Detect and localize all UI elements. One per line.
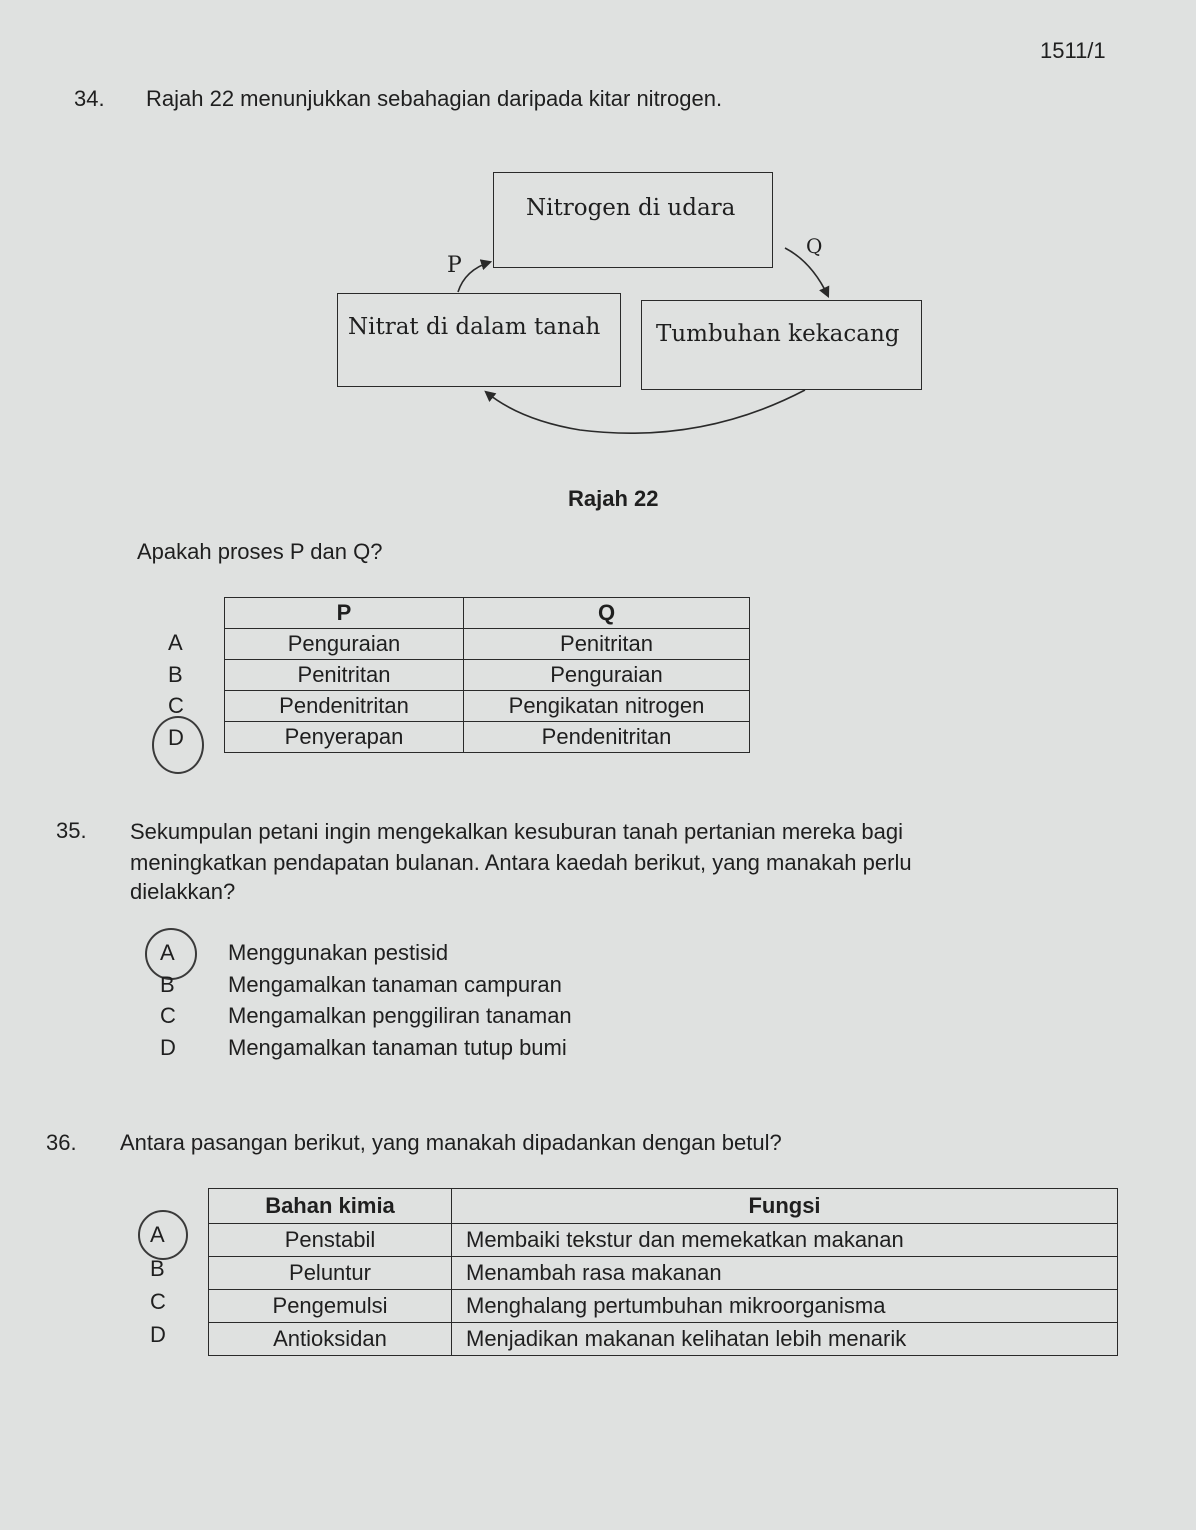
q35-line3: dielakkan? xyxy=(130,879,236,904)
arrow-p xyxy=(458,262,490,292)
diagram-caption: Rajah 22 xyxy=(568,486,659,511)
table-row xyxy=(225,691,750,722)
q36-table xyxy=(208,1188,1118,1356)
q34-cell-b-q: Penguraian xyxy=(464,660,750,691)
table-row xyxy=(225,660,750,691)
q34-header-p: P xyxy=(225,598,464,629)
label-p: P xyxy=(447,253,462,278)
q36-header-function: Fungsi xyxy=(452,1189,1118,1224)
q34-cell-a-p: Penguraian xyxy=(225,629,464,660)
q36-cell-a-chemical: Penstabil xyxy=(209,1224,452,1257)
q35-line2: meningkatkan pendapatan bulanan. Antara kaedah berikut, yang manakah perlu xyxy=(130,850,912,875)
q35-letter-a[interactable]: A xyxy=(160,940,175,965)
q34-header-q: Q xyxy=(464,598,750,629)
table-row xyxy=(225,722,750,753)
q35-option-a[interactable]: Menggunakan pestisid xyxy=(228,940,449,965)
q35-letter-c[interactable]: C xyxy=(160,1003,176,1028)
paper-code: 1511/1 xyxy=(1040,38,1106,63)
q36-cell-d-function: Menjadikan makanan kelihatan lebih menarik xyxy=(452,1323,1118,1356)
q36-letter-a[interactable]: A xyxy=(150,1222,165,1247)
q34-cell-a-q: Penitritan xyxy=(464,629,750,660)
q34-letter-d[interactable]: D xyxy=(168,725,184,750)
q35-letter-b[interactable]: B xyxy=(160,972,175,997)
q34-letter-a[interactable]: A xyxy=(168,630,183,655)
q35-number: 35. xyxy=(56,818,87,843)
q35-option-b[interactable]: Mengamalkan tanaman campuran xyxy=(228,972,562,997)
q36-letter-b[interactable]: B xyxy=(150,1256,165,1281)
q35-option-d[interactable]: Mengamalkan tanaman tutup bumi xyxy=(228,1035,567,1060)
q34-cell-c-q: Pengikatan nitrogen xyxy=(464,691,750,722)
q36-header-chemical: Bahan kimia xyxy=(209,1189,452,1224)
table-row xyxy=(209,1323,1118,1356)
q34-table xyxy=(224,597,750,753)
q36-cell-c-function: Menghalang pertumbuhan mikroorganisma xyxy=(452,1290,1118,1323)
table-row xyxy=(225,629,750,660)
q36-letter-d[interactable]: D xyxy=(150,1322,166,1347)
q35-line1: Sekumpulan petani ingin mengekalkan kesuburan tanah pertanian mereka bagi xyxy=(130,819,903,844)
q36-number: 36. xyxy=(46,1130,77,1155)
q34-number: 34. xyxy=(74,86,105,111)
q36-cell-d-chemical: Antioksidan xyxy=(209,1323,452,1356)
q34-cell-d-q: Pendenitritan xyxy=(464,722,750,753)
q36-cell-c-chemical: Pengemulsi xyxy=(209,1290,452,1323)
q36-answer-circle xyxy=(138,1210,188,1260)
label-q: Q xyxy=(806,234,823,258)
q34-cell-c-p: Pendenitritan xyxy=(225,691,464,722)
q34-letter-c[interactable]: C xyxy=(168,693,184,718)
box-nitrogen-air-label: Nitrogen di udara xyxy=(526,195,736,221)
q36-cell-b-function: Menambah rasa makanan xyxy=(452,1257,1118,1290)
q35-letter-d[interactable]: D xyxy=(160,1035,176,1060)
q36-letter-c[interactable]: C xyxy=(150,1289,166,1314)
arrow-bottom xyxy=(486,390,805,433)
q34-text: Rajah 22 menunjukkan sebahagian daripada kitar nitrogen. xyxy=(146,86,723,111)
box-nitrate-soil-label: Nitrat di dalam tanah xyxy=(348,314,601,340)
q34-cell-d-p: Penyerapan xyxy=(225,722,464,753)
box-legume-plant-label: Tumbuhan kekacang xyxy=(656,321,900,347)
q34-letter-b[interactable]: B xyxy=(168,662,183,687)
q34-answer-circle xyxy=(152,716,204,774)
q34-cell-b-p: Penitritan xyxy=(225,660,464,691)
q36-cell-b-chemical: Peluntur xyxy=(209,1257,452,1290)
q34-question: Apakah proses P dan Q? xyxy=(137,539,383,564)
q36-text: Antara pasangan berikut, yang manakah dipadankan dengan betul? xyxy=(120,1130,782,1155)
table-row xyxy=(209,1257,1118,1290)
table-row xyxy=(209,1290,1118,1323)
table-row xyxy=(209,1224,1118,1257)
q35-option-c[interactable]: Mengamalkan penggiliran tanaman xyxy=(228,1003,572,1028)
q36-cell-a-function: Membaiki tekstur dan memekatkan makanan xyxy=(452,1224,1118,1257)
